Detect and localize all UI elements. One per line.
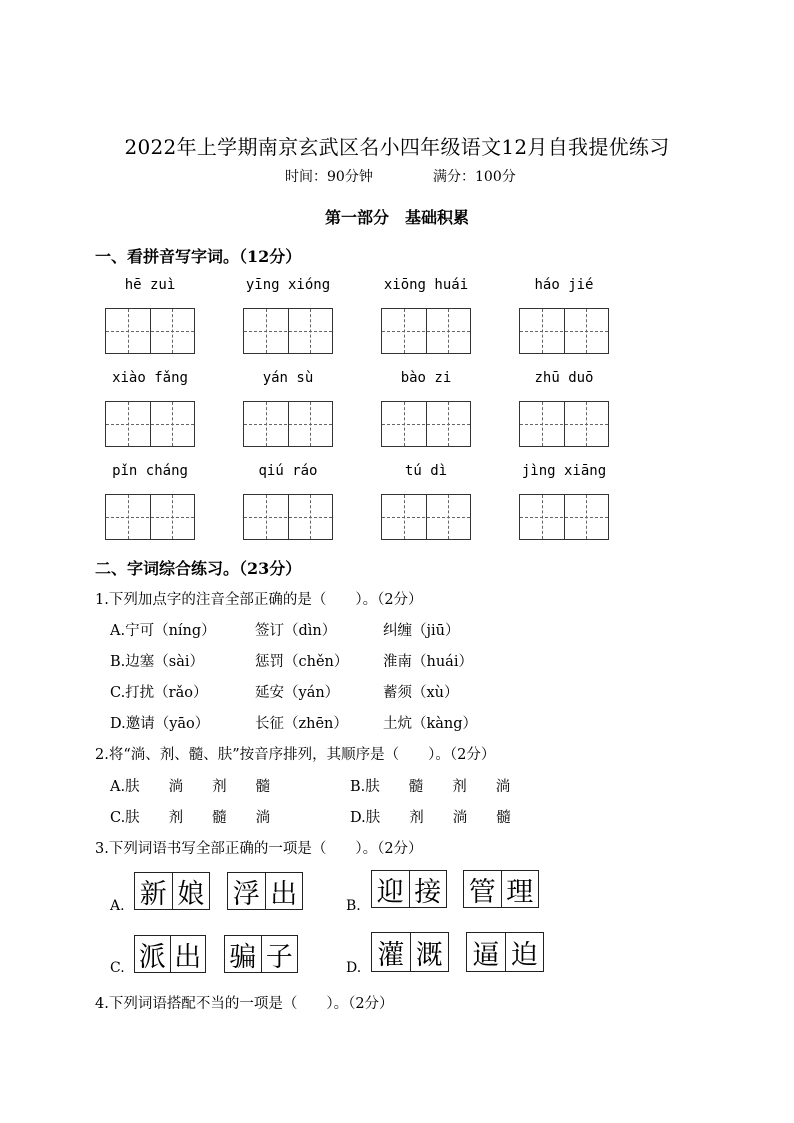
pinyin-label: bào zi [400,370,452,386]
q2-option-d: D.肤 剂 淌 髓 [350,810,511,826]
question-2: 2.将“淌、剂、髓、肤”按音序排列，其顺序是（ ）。（2分） [95,747,496,763]
q3-char: 浮 [232,878,260,910]
question-1: 1.下列加点字的注音全部正确的是（ ）。（2分） [95,592,423,608]
q3-char: 理 [501,871,539,907]
writing-grid[interactable] [381,401,471,447]
exam-score: 满分：100分 [433,169,516,185]
q1-option-a-3: 纠缠（jiū） [383,623,460,639]
q3-word-a-1 [134,872,210,910]
q3-word-c-2 [224,935,298,973]
q1-option-b-2: 惩罚（chěn） [255,654,349,670]
q3-char: 管 [468,876,496,908]
q3-word-c-1 [134,935,206,973]
q3-letter-b: B. [346,898,361,914]
q3-char: 新 [139,878,167,910]
q3-char: 娘 [172,873,210,909]
q1-option-a-1: A.宁可（níng） [110,623,216,639]
pinyin-label: yán sù [262,370,314,386]
section2-heading: 二、字词综合练习。（23分） [95,559,302,578]
q3-word-d-2 [466,932,544,972]
exam-time: 时间：90分钟 [285,169,373,185]
q2-option-c: C.肤 剂 髓 淌 [110,810,271,826]
q3-char: 子 [261,936,298,972]
pinyin-label: xiào fǎng [112,370,188,386]
q1-option-d-2: 长征（zhēn） [255,716,348,732]
q1-option-b-1: B.边塞（sài） [110,654,204,670]
pinyin-label: jìng xiāng [521,463,607,479]
q3-char: 迫 [505,933,544,971]
q3-word-b-2 [463,870,539,908]
q3-char: 派 [138,941,166,973]
writing-grid[interactable] [105,308,195,354]
q1-option-c-2: 延安（yán） [255,685,340,701]
q3-word-b-1 [371,870,447,908]
writing-grid[interactable] [105,494,195,540]
exam-title: 2022年上学期南京玄武区名小四年级语文12月自我提优练习 [124,135,670,159]
writing-grid[interactable] [519,494,609,540]
question-3: 3.下列词语书写全部正确的一项是（ ）。（2分） [95,841,423,857]
writing-grid[interactable] [519,308,609,354]
pinyin-label: pǐn cháng [112,463,188,479]
q3-word-d-1 [371,932,449,972]
writing-grid[interactable] [519,401,609,447]
q3-word-a-2 [227,872,303,910]
pinyin-label: yīng xióng [245,277,331,293]
q3-char: 逼 [472,939,500,971]
q1-option-b-3: 淮南（huái） [383,654,473,670]
writing-grid[interactable] [381,308,471,354]
q1-option-c-3: 蓄须（xù） [383,685,459,701]
writing-grid[interactable] [243,494,333,540]
pinyin-label: zhū duō [534,370,594,386]
pinyin-label: xiōng huái [383,277,469,293]
q1-option-d-3: 土炕（kàng） [383,716,478,732]
q3-letter-a: A. [110,898,125,914]
q3-char: 溉 [410,933,449,971]
pinyin-label: hē zuì [124,277,176,293]
q3-char: 接 [409,871,447,907]
q3-char: 骗 [229,941,257,973]
q3-char: 灌 [377,939,405,971]
q3-char: 出 [170,936,206,972]
q1-option-d-1: D.邀请（yāo） [110,716,210,732]
q1-option-a-2: 签订（dìn） [255,623,337,639]
writing-grid[interactable] [243,401,333,447]
q1-option-c-1: C.打扰（rǎo） [110,685,208,701]
section1-heading: 一、看拼音写字词。（12分） [95,247,302,266]
q2-option-b: B.肤 髓 剂 淌 [350,779,511,795]
writing-grid[interactable] [381,494,471,540]
question-4: 4.下列词语搭配不当的一项是（ ）。（2分） [95,996,394,1012]
q3-letter-d: D. [346,960,362,976]
writing-grid[interactable] [105,401,195,447]
writing-grid[interactable] [243,308,333,354]
pinyin-label: háo jié [534,277,594,293]
part-heading: 第一部分 基础积累 [324,208,469,227]
q3-letter-c: C. [110,960,125,976]
q3-char: 迎 [376,876,404,908]
q3-char: 出 [265,873,303,909]
pinyin-label: tú dì [404,463,448,479]
pinyin-label: qiú ráo [258,463,318,479]
q2-option-a: A.肤 淌 剂 髓 [110,779,271,795]
